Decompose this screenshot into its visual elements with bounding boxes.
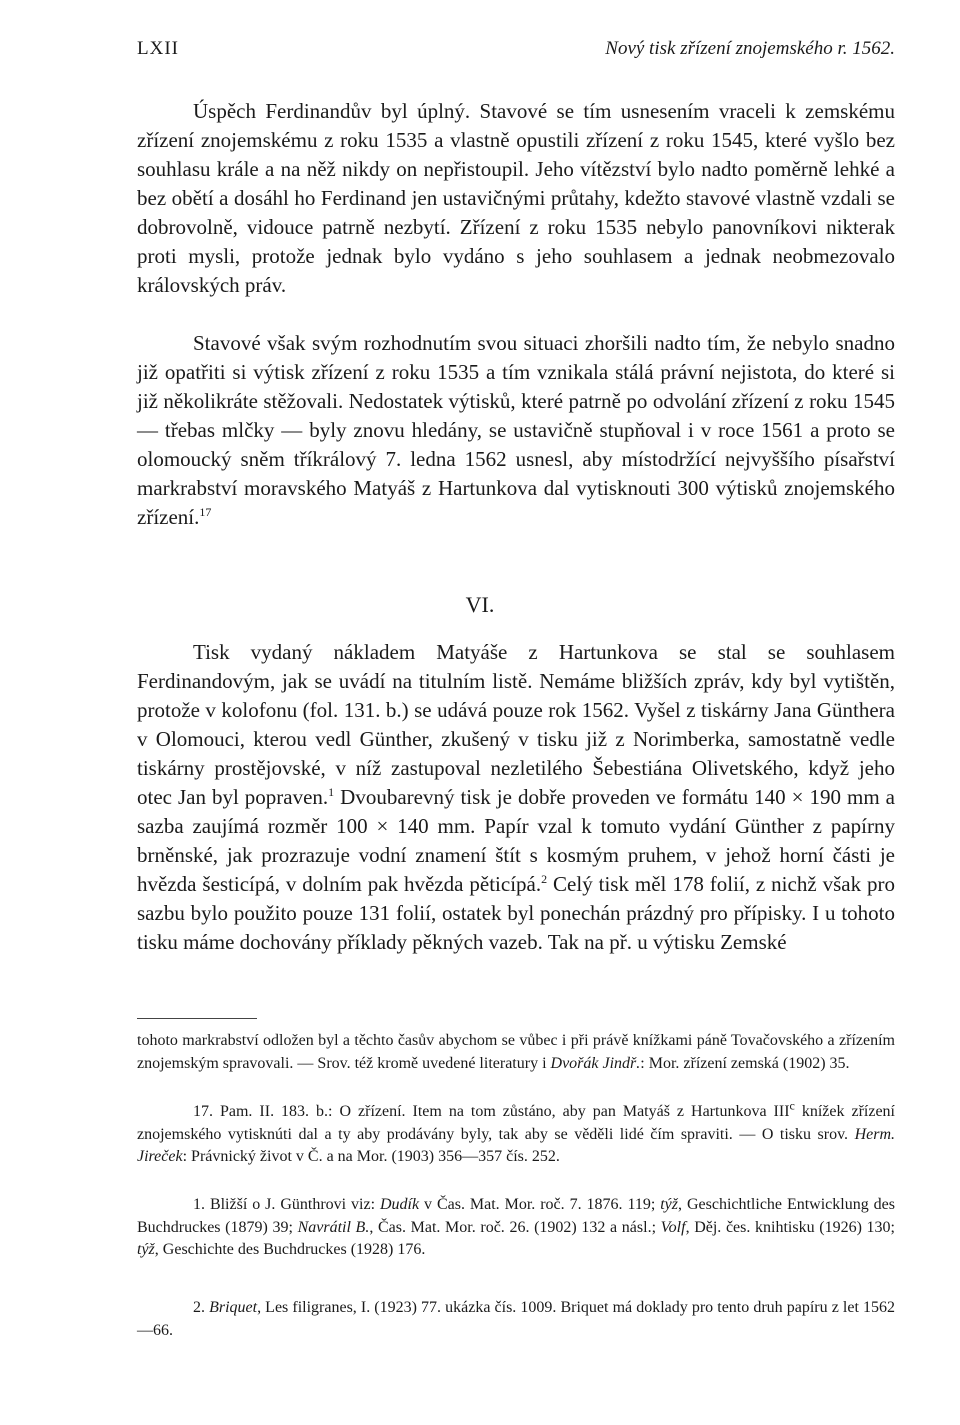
footnote-1-text-c: , Geschichtliche Entwicklung des Buchdruckes (1879) 39; — [137, 1196, 895, 1236]
paragraph-3-text-c: Celý tisk měl 178 folií, z nichž však pro sazbu bylo použito pouze 131 folií, ostatek byl ponechán prázdný pro přípisky. I u tohoto tisku máme dochovány příklady pěkných vazeb. Tak na př. u výtisku Zemské — [137, 872, 895, 954]
paragraph-1: Úspěch Ferdinandův byl úplný. Stavové se tím usnesením vraceli k zemskému zřízení znojemskému z roku 1535 a vlastně opustili zřízení z roku 1545, které vyšlo bez souhlasu krále a na něž nikdy on nepřistoupil. Jeho vítězství bylo nadto poměrně lehké a bez obětí a dosáhl ho Ferdinand jen ustavičnými průtahy, kdežto stavové vlastně vzdali se dobrovolně, vidouce patrně nezbytí. Zřízení z roku 1535 nebylo panovníkovi nikterak proti mysli, protože jednak bylo vydáno s jeho souhlasem a jednak neobmezovalo královských práv. — [137, 99, 895, 297]
section-heading: VI. — [465, 592, 495, 617]
running-title: Nový tisk zřízení znojemského r. 1562. — [605, 38, 895, 59]
footnote-1-text-b: v Čas. Mat. Mor. roč. 7. 1876. 119; — [419, 1196, 661, 1213]
footnote-separator — [137, 1018, 257, 1019]
paragraph-2-text: Stavové však svým rozhodnutím svou situaci zhoršili nadto tím, že nebylo snadno již opatřiti si výtisk zřízení z roku 1535 a tím vznikala stálá právní nejistota, do které si již několikráte stěžovali. Nedostatek výtisků, které patrně po odvolání zřízení z roku 1545 — třebas mlčky — byly znovu hledány, se ustavičně stupňoval i v roce 1561 a proto se olomoucký sněm tříkrálový 7. ledna 1562 usnesl, aby místodržící nejvyššího písařství markrabství moravského Matyáš z Hartunkova dal vytisknouti 300 výtisků znojemského zřízení. — [137, 331, 895, 529]
paragraph-2 — [137, 329, 895, 532]
footnote-17-superscript: c — [789, 1098, 795, 1113]
footnote-ref-1: 1 — [328, 785, 335, 799]
footnote-ref-17: 17 — [199, 505, 212, 519]
footnote-author: Herm. Jireček — [137, 1125, 895, 1166]
footnote-1-text-f: , Geschichte des Buchdruckes (1928) 176. — [154, 1241, 426, 1259]
footnote-author: Briquet — [209, 1299, 258, 1316]
footnote-17 — [137, 1098, 896, 1169]
footnote-2-text-b: , Les filigranes, I. (1923) 77. ukázka čís. 1009. Briquet má doklady pro tento druh papíru z let 1562—66. — [137, 1299, 895, 1339]
footnote-2-text-a: 2. — [193, 1299, 210, 1316]
footnote-17-text-c: : Právnický život v Č. a na Mor. (1903) 356—357 čís. 252. — [182, 1148, 560, 1166]
footnote-author: týž — [660, 1196, 679, 1213]
footnote-continuation-text: tohoto markrabství odložen byl a těchto časův abychom se vůbec i při právě knížkami páně Tovačovského a zřízením znojemským spravovali. — Srov. též kromě uvedené literatury i — [137, 1032, 895, 1072]
footnote-1-text-a: 1. Bližší o J. Günthrovi viz: — [193, 1196, 380, 1213]
footnote-17-text-b: knížek zřízení znojemského vytisknúti dal a ty aby prodávány byly, tak aby se věděli lidé čím spraviti. — O tisku srov. — [137, 1103, 896, 1143]
footnote-2 — [137, 1297, 895, 1342]
footnote-17-text-a: 17. Pam. II. 183. b.: O zřízení. Item na tom zůstáno, aby pan Matyáš z Hartunkova III — [193, 1103, 790, 1120]
paragraph-3 — [137, 638, 895, 957]
footnote-author: Volf — [660, 1218, 686, 1236]
running-header — [137, 38, 895, 68]
paragraph-3-text-a: Tisk vydaný nákladem Matyáše z Hartunkova se stal se souhlasem Ferdinandovým, jak se uvádí na titulním listě. Nemáme bližších zpráv, kdy byl vytištěn, protože v kolofonu (fol. 131. b.) se udává pouze rok 1562. Vyšel z tiskárny Jana Günthera v Olomouci, kterou vedl Günther, zkušený v tisku již z Norimberka, samostatně vedle tiskárny prostějovské, v níž zastupoval nezletilého Šebestiána Olivetského, když jeho otec Jan byl popraven. — [137, 640, 895, 809]
footnote-1 — [137, 1194, 895, 1262]
footnote-continuation — [137, 1030, 895, 1075]
footnote-continuation-end: : Mor. zřízení zemská (1902) 35. — [640, 1054, 850, 1072]
footnote-1-text-e: , Děj. čes. knihtisku (1926) 130; — [685, 1218, 895, 1236]
footnote-author: Dudík — [379, 1196, 420, 1213]
footnote-author: Navrátil B. — [297, 1218, 370, 1236]
footnote-author: týž — [137, 1241, 155, 1259]
paragraph-3-text-b: Dvoubarevný tisk je dobře proveden ve formátu 140 × 190 mm a sazba zaujímá rozměr 100 × 140 mm. Papír vzal k tomuto vydání Günther z papírny brněnské, jak prozrazuje vodní znamení štít s kosmým pruhem, v jehož horní části je hvězda šesticípá, v dolním pak hvězda pěticípá. — [137, 785, 895, 896]
page-number: LXII — [137, 38, 179, 59]
footnote-author: Dvořák Jindř. — [550, 1054, 641, 1072]
footnote-ref-2: 2 — [541, 872, 548, 886]
footnote-1-text-d: , Čas. Mat. Mor. roč. 26. (1902) 132 a násl.; — [369, 1218, 661, 1236]
